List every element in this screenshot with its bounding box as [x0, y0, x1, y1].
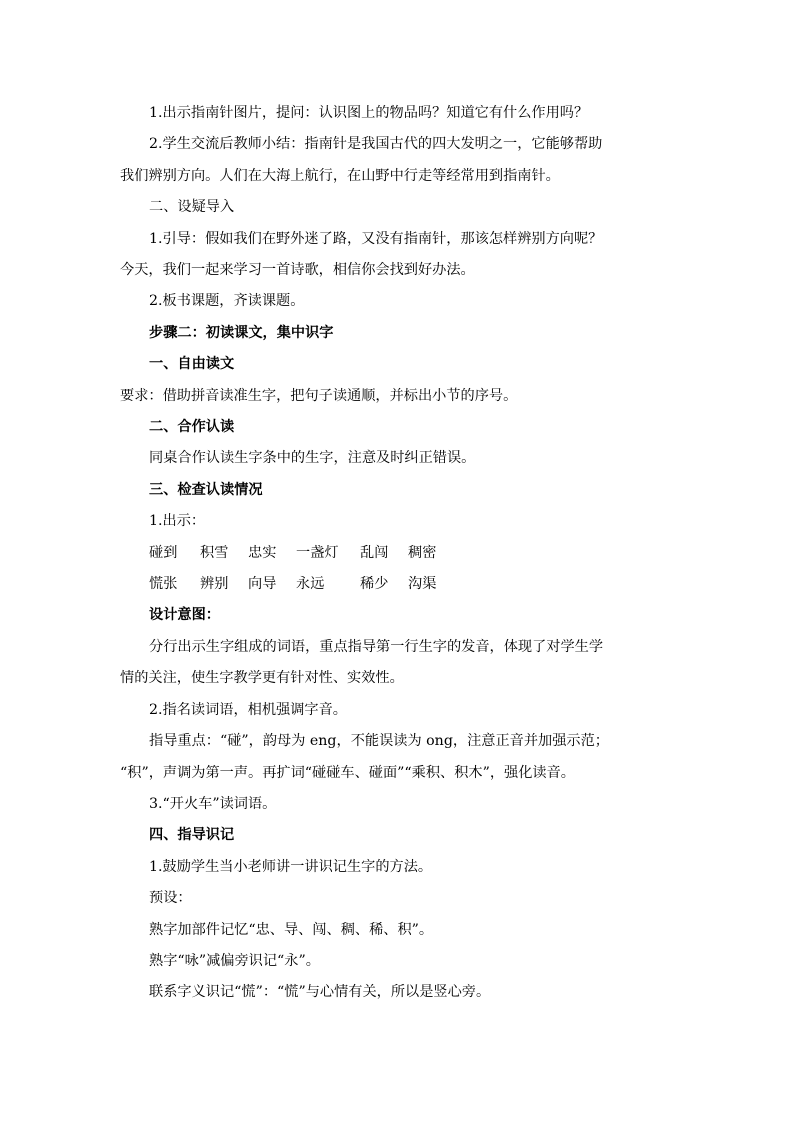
paragraph-line: 3.“开火车”读词语。 [149, 795, 277, 812]
paragraph-line: 2.学生交流后教师小结：指南针是我国古代的四大发明之一，它能够帮助 [149, 136, 603, 153]
paragraph-line: 指导重点：“碰”，韵母为 eng，不能误读为 ong，注意正音并加强示范； [149, 733, 609, 750]
paragraph-line: 预设： [149, 890, 192, 907]
section-heading: 四、指导识记 [149, 827, 235, 844]
paragraph-line: 同桌合作认读生字条中的生字，注意及时纠正错误。 [149, 450, 476, 467]
section-heading: 二、设疑导入 [149, 199, 235, 216]
paragraph-line: 联系字义识记“慌”：“慌”与心情有关，所以是竖心旁。 [149, 984, 491, 1001]
paragraph-line: 1.出示： [149, 513, 206, 530]
word-list-row-2 [120, 569, 680, 600]
paragraph-line: 熟字“咏”减偏旁识记“永”。 [149, 952, 320, 969]
word-item: 积雪 [200, 544, 229, 561]
paragraph-line: 1.引导：假如我们在野外迷了路，又没有指南针，那该怎样辨别方向呢？ [149, 230, 603, 247]
document-page [120, 98, 680, 1009]
paragraph-line: 分行出示生字组成的词语，重点指导第一行生字的发音，体现了对学生学 [149, 638, 604, 655]
paragraph-line: “积”，声调为第一声。再扩词“碰碰车、碰面”“乘积、积木”，强化读音。 [120, 764, 575, 781]
paragraph-line: 情的关注，使生字教学更有针对性、实效性。 [120, 670, 404, 687]
word-item: 辨别 [200, 576, 229, 593]
paragraph-line: 今天，我们一起来学习一首诗歌，相信你会找到好办法。 [120, 262, 475, 279]
paragraph-line: 1.出示指南针图片，提问：认识图上的物品吗？知道它有什么作用吗？ [149, 105, 589, 121]
word-item: 向导 [248, 576, 277, 593]
word-item: 慌张 [149, 576, 178, 593]
word-item: 稀少 [360, 576, 389, 593]
paragraph-line: 2.板书课题，齐读课题。 [149, 293, 305, 310]
word-item: 忠实 [248, 544, 277, 561]
word-item: 永远 [296, 576, 325, 593]
paragraph-line: 我们辨别方向。人们在大海上航行，在山野中行走等经常用到指南针。 [120, 167, 560, 184]
word-item: 碰到 [149, 544, 178, 561]
word-item: 乱闯 [360, 544, 389, 561]
step-heading: 步骤二：初读课文，集中识字 [149, 324, 334, 341]
paragraph-line: 熟字加部件记忆“忠、导、闯、稠、稀、积”。 [149, 921, 434, 938]
word-item: 稠密 [408, 544, 437, 561]
word-list-row-1 [120, 538, 680, 569]
design-intent-heading: 设计意图： [149, 607, 220, 624]
word-item: 一盏灯 [296, 544, 339, 561]
section-heading: 三、检查认读情况 [149, 481, 263, 498]
paragraph-line: 1.鼓励学生当小老师讲一讲识记生字的方法。 [149, 858, 433, 875]
paragraph-line: 2.指名读词语，相机强调字音。 [149, 701, 347, 718]
paragraph-line: 要求：借助拼音读准生字，把句子读通顺，并标出小节的序号。 [120, 387, 518, 404]
word-item: 沟渠 [408, 576, 437, 593]
section-heading: 二、合作认读 [149, 419, 235, 436]
section-heading: 一、自由读文 [149, 356, 235, 373]
